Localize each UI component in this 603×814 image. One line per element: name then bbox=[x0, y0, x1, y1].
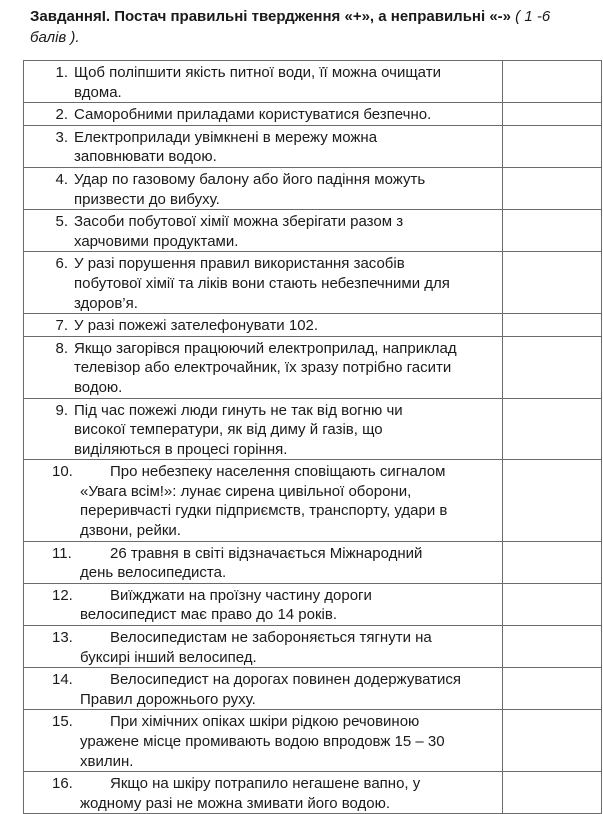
statement-cell bbox=[24, 336, 503, 398]
statement-line: водою. bbox=[74, 378, 123, 396]
statement-cell bbox=[24, 398, 503, 460]
statement-line: харчовими продуктами. bbox=[74, 232, 239, 250]
statement-number: 2. bbox=[55, 106, 68, 124]
statement-number: 3. bbox=[55, 128, 68, 146]
statement-number: 15. bbox=[52, 713, 73, 731]
statement-cell bbox=[24, 125, 503, 167]
statement-line: Якщо на шкіру потрапило негашене вапно, у bbox=[110, 775, 421, 793]
statement-cell bbox=[24, 583, 503, 625]
statement-cell bbox=[24, 314, 503, 337]
statement-number: 16. bbox=[52, 775, 73, 793]
statement-row bbox=[24, 314, 602, 337]
statement-line: У разі пожежі зателефонувати 102. bbox=[74, 317, 319, 335]
answer-cell[interactable] bbox=[503, 772, 602, 814]
statement-cell bbox=[24, 460, 503, 541]
statement-row bbox=[24, 61, 602, 103]
statement-number: 9. bbox=[55, 401, 68, 419]
statement-line: вдома. bbox=[74, 83, 122, 101]
answer-cell[interactable] bbox=[503, 210, 602, 252]
statement-text bbox=[68, 170, 498, 209]
statement-number: 10. bbox=[52, 463, 73, 481]
statement-number: 11. bbox=[52, 544, 72, 562]
statement-item bbox=[24, 63, 498, 102]
answer-cell[interactable] bbox=[503, 125, 602, 167]
statement-line: Електроприлади увімкнені в мережу можна bbox=[74, 128, 378, 146]
statement-text bbox=[80, 462, 498, 540]
statement-cell bbox=[24, 61, 503, 103]
answer-cell[interactable] bbox=[503, 103, 602, 126]
statement-item bbox=[24, 670, 498, 709]
statement-row bbox=[24, 336, 602, 398]
statement-number: 8. bbox=[55, 339, 68, 357]
statement-number: 7. bbox=[55, 317, 68, 335]
statement-cell bbox=[24, 103, 503, 126]
statement-number: 4. bbox=[55, 170, 68, 188]
statement-item bbox=[24, 128, 498, 167]
statement-line: Щоб поліпшити якість питної води, її можна очищати bbox=[74, 64, 441, 81]
answer-cell[interactable] bbox=[503, 314, 602, 337]
statements-table-body bbox=[24, 61, 602, 814]
statement-row bbox=[24, 541, 602, 583]
statement-cell bbox=[24, 252, 503, 314]
answer-cell[interactable] bbox=[503, 541, 602, 583]
answer-cell[interactable] bbox=[503, 668, 602, 710]
statement-row bbox=[24, 103, 602, 126]
statement-item bbox=[24, 339, 498, 398]
statement-text bbox=[80, 544, 498, 583]
statement-item bbox=[24, 212, 498, 251]
answer-cell[interactable] bbox=[503, 252, 602, 314]
answer-cell[interactable] bbox=[503, 626, 602, 668]
statement-line: «Увага всім!»: лунає сирена цивільної оборони, bbox=[80, 482, 412, 500]
statement-text bbox=[68, 316, 498, 336]
statement-item bbox=[24, 401, 498, 460]
statement-row bbox=[24, 710, 602, 772]
statement-text bbox=[80, 670, 498, 709]
statement-number: 5. bbox=[55, 213, 68, 231]
statement-row bbox=[24, 210, 602, 252]
statement-line: Якщо загорівся працюючий електроприлад, наприклад bbox=[74, 339, 457, 357]
statement-line: виділяються в процесі горіння. bbox=[74, 440, 288, 458]
statement-cell bbox=[24, 541, 503, 583]
statement-item bbox=[24, 254, 498, 313]
statement-item bbox=[24, 544, 498, 583]
statement-line: уражене місце промивають водою впродовж 15 – 30 bbox=[80, 733, 445, 750]
statement-text bbox=[68, 401, 498, 460]
statement-item bbox=[24, 712, 498, 771]
statement-text bbox=[80, 774, 498, 813]
statement-text bbox=[80, 712, 498, 771]
statement-line: переривчасті гудки підприємств, транспорту, удари в bbox=[80, 502, 448, 520]
statement-text bbox=[68, 339, 498, 398]
statement-number: 14. bbox=[52, 671, 73, 689]
statement-cell bbox=[24, 626, 503, 668]
statement-line: день велосипедиста. bbox=[80, 564, 227, 582]
answer-cell[interactable] bbox=[503, 583, 602, 625]
statement-line: дзвони, рейки. bbox=[80, 522, 181, 540]
statement-line: буксирі інший велосипед. bbox=[80, 648, 257, 666]
statement-cell bbox=[24, 668, 503, 710]
answer-cell[interactable] bbox=[503, 710, 602, 772]
statement-line: Про небезпеку населення сповіщають сигналом bbox=[110, 463, 446, 481]
statement-line: велосипедист має право до 14 років. bbox=[80, 606, 338, 624]
statement-item bbox=[24, 316, 498, 336]
statement-text bbox=[68, 128, 498, 167]
statement-line: Засоби побутової хімії можна зберігати разом з bbox=[74, 213, 404, 231]
statement-line: Правил дорожнього руху. bbox=[80, 690, 256, 708]
statement-row bbox=[24, 167, 602, 209]
statement-number: 12. bbox=[52, 586, 73, 604]
statement-number: 13. bbox=[52, 629, 73, 647]
answer-cell[interactable] bbox=[503, 336, 602, 398]
statement-line: телевізор або електрочайник, їх зразу потрібно гасити bbox=[74, 359, 452, 377]
statement-line: Виїжджати на проїзну частину дороги bbox=[110, 586, 372, 604]
statement-item bbox=[24, 105, 498, 125]
statement-row bbox=[24, 252, 602, 314]
statement-line: При хімічних опіках шкіри рідкою речовиною bbox=[110, 713, 420, 731]
statement-text bbox=[68, 105, 498, 125]
statement-text bbox=[80, 586, 498, 625]
statement-row bbox=[24, 125, 602, 167]
statement-cell bbox=[24, 167, 503, 209]
statement-item bbox=[24, 462, 498, 540]
statement-row bbox=[24, 668, 602, 710]
statement-text bbox=[80, 628, 498, 667]
statement-line: призвести до вибуху. bbox=[74, 190, 220, 208]
statement-number: 1. bbox=[55, 64, 68, 81]
task-heading bbox=[30, 6, 590, 48]
statement-line: хвилин. bbox=[80, 752, 134, 770]
statement-text bbox=[68, 212, 498, 251]
statement-row bbox=[24, 583, 602, 625]
answer-cell[interactable] bbox=[503, 167, 602, 209]
statement-line: Велосипедистам не забороняється тягнути на bbox=[110, 629, 432, 647]
statement-line: 26 травня в світі відзначається Міжнародний bbox=[110, 544, 423, 562]
statements-table bbox=[23, 60, 602, 814]
statement-text bbox=[68, 63, 498, 102]
statement-line: заповнювати водою. bbox=[74, 148, 217, 166]
statement-item bbox=[24, 774, 498, 813]
statement-item bbox=[24, 170, 498, 209]
statement-line: У разі порушення правил використання засобів bbox=[74, 255, 405, 273]
statement-cell bbox=[24, 772, 503, 814]
task-title: ЗавданняІ. Постач правильні твердження «+», а неправильні «-» bbox=[30, 8, 511, 25]
statement-line: Удар по газовому балону або його падіння можуть bbox=[74, 170, 426, 188]
statement-row bbox=[24, 772, 602, 814]
statement-line: Саморобними приладами користуватися безпечно. bbox=[74, 106, 432, 124]
statement-line: здоров’я. bbox=[74, 294, 138, 312]
statement-line: жодному разі не можна змивати його водою. bbox=[80, 794, 391, 812]
statement-row bbox=[24, 626, 602, 668]
statement-line: побутової хімії та ліків вони стають небезпечними для bbox=[74, 274, 450, 292]
statement-row bbox=[24, 398, 602, 460]
statement-item bbox=[24, 586, 498, 625]
statement-line: високої температури, як від диму й газів, що bbox=[74, 421, 383, 439]
answer-cell[interactable] bbox=[503, 61, 602, 103]
statement-cell bbox=[24, 210, 503, 252]
statement-line: Під час пожежі люди гинуть не так від вогню чи bbox=[74, 401, 403, 419]
statement-line: Велосипедист на дорогах повинен додержуватися bbox=[110, 671, 461, 689]
answer-cell[interactable] bbox=[503, 460, 602, 541]
statement-number: 6. bbox=[55, 255, 68, 273]
statement-cell bbox=[24, 710, 503, 772]
statement-text bbox=[68, 254, 498, 313]
statement-item bbox=[24, 628, 498, 667]
task-points: ( 1 -6 балів ). bbox=[30, 8, 551, 46]
statement-row bbox=[24, 460, 602, 541]
answer-cell[interactable] bbox=[503, 398, 602, 460]
